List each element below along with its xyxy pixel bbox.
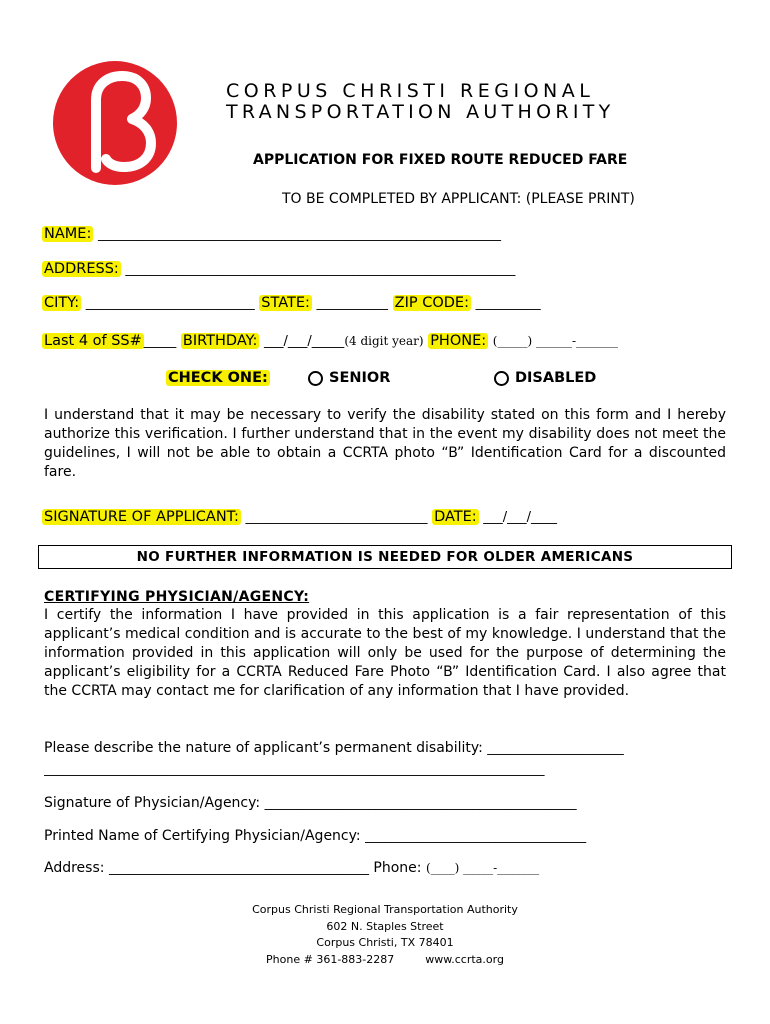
physician-phone-label: Phone: [373, 860, 422, 876]
year-hint: (4 digit year) [344, 334, 424, 348]
state-field[interactable]: ___________ [316, 296, 389, 311]
printed-name-field[interactable]: __________________________________ [365, 829, 587, 844]
describe-label: Please describe the nature of applicant’s permanent disability: [44, 740, 483, 756]
org-name-line1: CORPUS CHRISTI REGIONAL [226, 80, 595, 102]
phone-field[interactable]: (_____) ______-_______ [492, 334, 618, 348]
date-label: DATE: [434, 509, 477, 525]
ss-field[interactable]: _____ [143, 334, 177, 349]
signature-label: SIGNATURE OF APPLICANT: [44, 509, 239, 525]
physician-phone-field[interactable]: (____) _____-_______ [425, 861, 540, 875]
footer [0, 902, 770, 968]
check-one-text: CHECK ONE: [168, 370, 268, 386]
state-label: STATE: [261, 295, 310, 311]
city-field[interactable]: __________________________ [85, 296, 255, 311]
ccrta-logo-icon [52, 60, 178, 186]
senior-label: SENIOR [329, 370, 391, 386]
physician-address-label: Address: [44, 860, 105, 876]
notice-box [38, 545, 732, 569]
senior-option[interactable] [308, 370, 390, 386]
signature-field[interactable]: ____________________________ [245, 510, 428, 525]
address-field[interactable]: ____________________________________________________________ [125, 262, 516, 277]
printed-name-row [44, 828, 586, 844]
physician-signature-row [44, 795, 577, 811]
org-name-line2: TRANSPORTATION AUTHORITY [226, 101, 615, 123]
signature-row [42, 509, 557, 525]
address-row [42, 261, 515, 277]
physician-address-field[interactable]: ________________________________________ [108, 861, 369, 876]
form-title: APPLICATION FOR FIXED ROUTE REDUCED FARE [253, 152, 628, 168]
physician-address-row [44, 860, 539, 876]
zip-field[interactable]: __________ [475, 296, 541, 311]
city-row [42, 295, 541, 311]
zip-label: ZIP CODE: [394, 295, 469, 311]
ss-birthday-phone-row [42, 333, 618, 349]
footer-city: Corpus Christi, TX 78401 [316, 936, 454, 949]
printed-name-label: Printed Name of Certifying Physician/Agency: [44, 828, 361, 844]
physician-signature-label: Signature of Physician/Agency: [44, 795, 261, 811]
ss-label: Last 4 of SS# [44, 333, 142, 349]
notice-text: NO FURTHER INFORMATION IS NEEDED FOR OLDER AMERICANS [136, 549, 634, 565]
ccrta-logo [52, 60, 178, 186]
name-label: NAME: [44, 226, 92, 242]
senior-radio-icon[interactable] [308, 371, 323, 386]
footer-org: Corpus Christi Regional Transportation Authority [252, 903, 518, 916]
check-one-label [166, 370, 270, 386]
describe-field[interactable]: _____________________ [487, 741, 624, 756]
footer-contact [0, 952, 770, 969]
disabled-radio-icon[interactable] [494, 371, 509, 386]
describe-field-line2[interactable]: _____________________________________________________________________________ [44, 762, 545, 777]
date-field[interactable]: ___/___/____ [483, 510, 558, 525]
phone-label: PHONE: [430, 333, 487, 349]
form-subtitle: TO BE COMPLETED BY APPLICANT: (PLEASE PRINT) [282, 191, 635, 207]
footer-website-link[interactable]: www.ccrta.org [425, 952, 504, 966]
address-label: ADDRESS: [44, 261, 119, 277]
name-row [42, 226, 501, 242]
name-field[interactable]: ______________________________________________________________ [97, 227, 501, 242]
physician-heading: CERTIFYING PHYSICIAN/AGENCY: [44, 589, 310, 605]
certify-paragraph: I certify the information I have provided in this application is a fair representation of this applicant’s medical condition and is accurate to the best of my knowledge. I understand that the information provided in this application will only be used for the purpose of determining the applicant’s eligibility for a CCRTA Reduced Fare Photo “B” Identification Card. I also agree that the CCRTA may contact me for clarification of any information that I have provided. [44, 607, 726, 699]
birthday-field[interactable]: ___/___/_____ [264, 334, 345, 349]
disabled-option[interactable] [494, 370, 596, 386]
understand-paragraph: I understand that it may be necessary to verify the disability stated on this form and I hereby authorize this verification. I further understand that in the event my disability does not meet the guidelines, I will not be able to obtain a CCRTA photo “B” Identification Card for a discounted fare. [44, 407, 726, 480]
physician-signature-field[interactable]: ________________________________________________ [264, 796, 577, 811]
disabled-label: DISABLED [515, 370, 597, 386]
footer-street: 602 N. Staples Street [326, 919, 444, 933]
birthday-label: BIRTHDAY: [182, 333, 258, 349]
describe-row [44, 740, 624, 756]
footer-phone: Phone # 361-883-2287 [266, 952, 395, 966]
city-label: CITY: [44, 295, 80, 311]
